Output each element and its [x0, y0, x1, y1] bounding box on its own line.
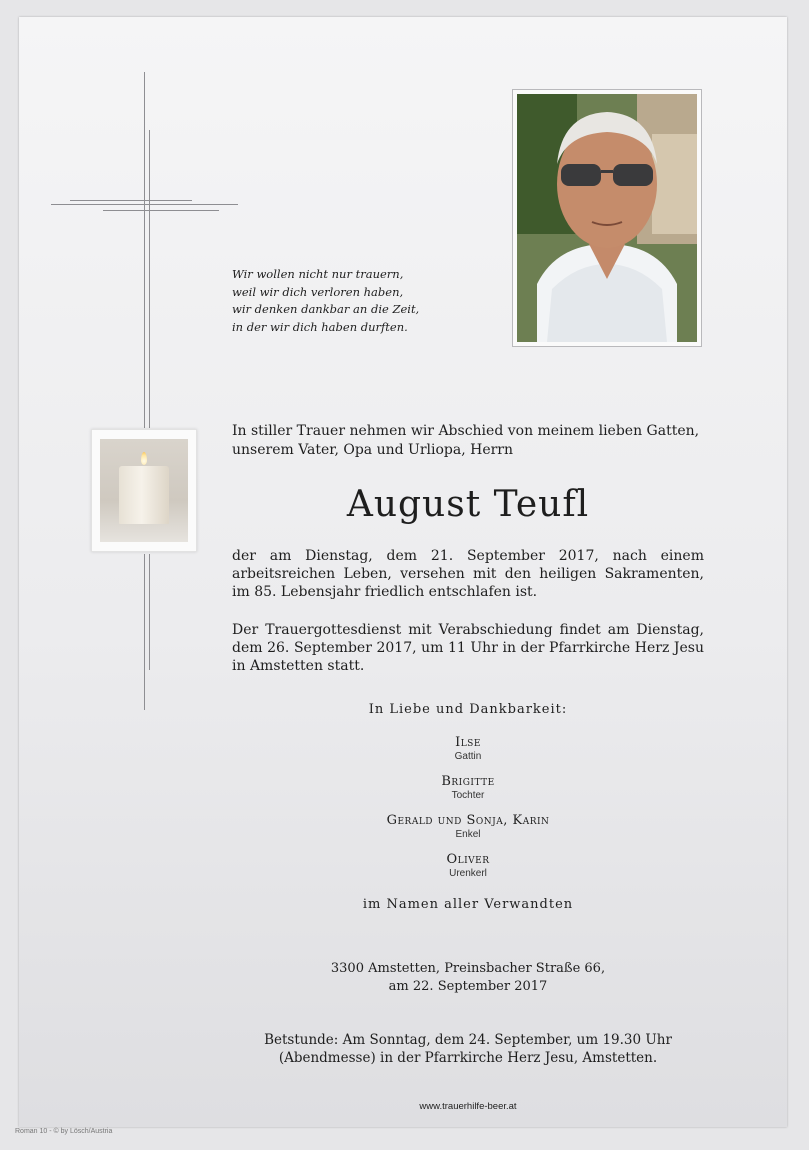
- intro-text: [232, 422, 704, 460]
- mourner-role: Enkel: [455, 829, 481, 840]
- intro-line: unserem Vater, Opa und Urliopa, Herrn: [232, 442, 514, 458]
- prayer-hour-block: [232, 1031, 704, 1067]
- paragraph-line: dem 26. September 2017, um 11 Uhr in der Pfarrkirche Herz Jesu: [232, 640, 704, 656]
- address-block: [232, 960, 704, 996]
- mourner-entry: [232, 813, 704, 841]
- deceased-name: August Teufl: [346, 484, 590, 525]
- mourner-entry: [232, 852, 704, 880]
- poem-line: weil wir dich verloren haben,: [232, 284, 404, 299]
- paragraph-line: Der Trauergottesdienst mit Verabschiedung findet am Dienstag,: [232, 622, 704, 638]
- mourner-name: Gerald und Sonja, Karin: [386, 813, 550, 828]
- poem-line: in der wir dich haben durften.: [232, 319, 408, 334]
- mourner-role: Urenkerl: [449, 868, 487, 879]
- mourner-name: Oliver: [446, 852, 490, 867]
- mourner-name: Ilse: [455, 735, 481, 750]
- paragraph-line: im 85. Lebensjahr friedlich entschlafen ist.: [232, 584, 538, 600]
- mourner-entry: [232, 774, 704, 802]
- intro-line: In stiller Trauer nehmen wir Abschied von meinem lieben Gatten,: [232, 423, 700, 439]
- mourner-role: Tochter: [451, 790, 485, 801]
- print-credit: Roman 10 - © by Lösch/Austria: [15, 1128, 113, 1135]
- mourner-role: Gattin: [454, 751, 482, 762]
- candle-picture: [91, 429, 197, 552]
- poem-line: Wir wollen nicht nur trauern,: [232, 267, 404, 281]
- portrait-frame: [512, 89, 702, 347]
- paragraph-line: der am Dienstag, dem 21. September 2017, nach einem: [232, 548, 704, 564]
- website-link[interactable]: www.trauerhilfe-beer.at: [419, 1101, 517, 1112]
- address-line: am 22. September 2017: [388, 979, 548, 994]
- death-paragraph: [232, 547, 704, 601]
- paragraph-line: arbeitsreichen Leben, versehen mit den heiligen Sakramenten,: [232, 566, 704, 582]
- paragraph-line: in Amstetten statt.: [232, 658, 365, 674]
- prayer-hour-line: (Abendmesse) in der Pfarrkirche Herz Jesu, Amstetten.: [278, 1050, 658, 1066]
- poem-line: wir denken dankbar an die Zeit,: [232, 302, 420, 316]
- relatives-line: im Namen aller Verwandten: [362, 897, 574, 912]
- service-paragraph: [232, 621, 704, 675]
- candle-flame: [141, 452, 147, 465]
- candle-body: [119, 466, 169, 524]
- memorial-poem: [232, 266, 419, 336]
- address-line: 3300 Amstetten, Preinsbacher Straße 66,: [330, 961, 606, 976]
- mourner-entry: [232, 735, 704, 763]
- portrait-photo: [517, 94, 697, 342]
- gratitude-heading: In Liebe und Dankbarkeit:: [368, 702, 568, 717]
- mourner-name: Brigitte: [441, 774, 495, 789]
- prayer-hour-line: Betstunde: Am Sonntag, dem 24. September, um 19.30 Uhr: [264, 1032, 672, 1048]
